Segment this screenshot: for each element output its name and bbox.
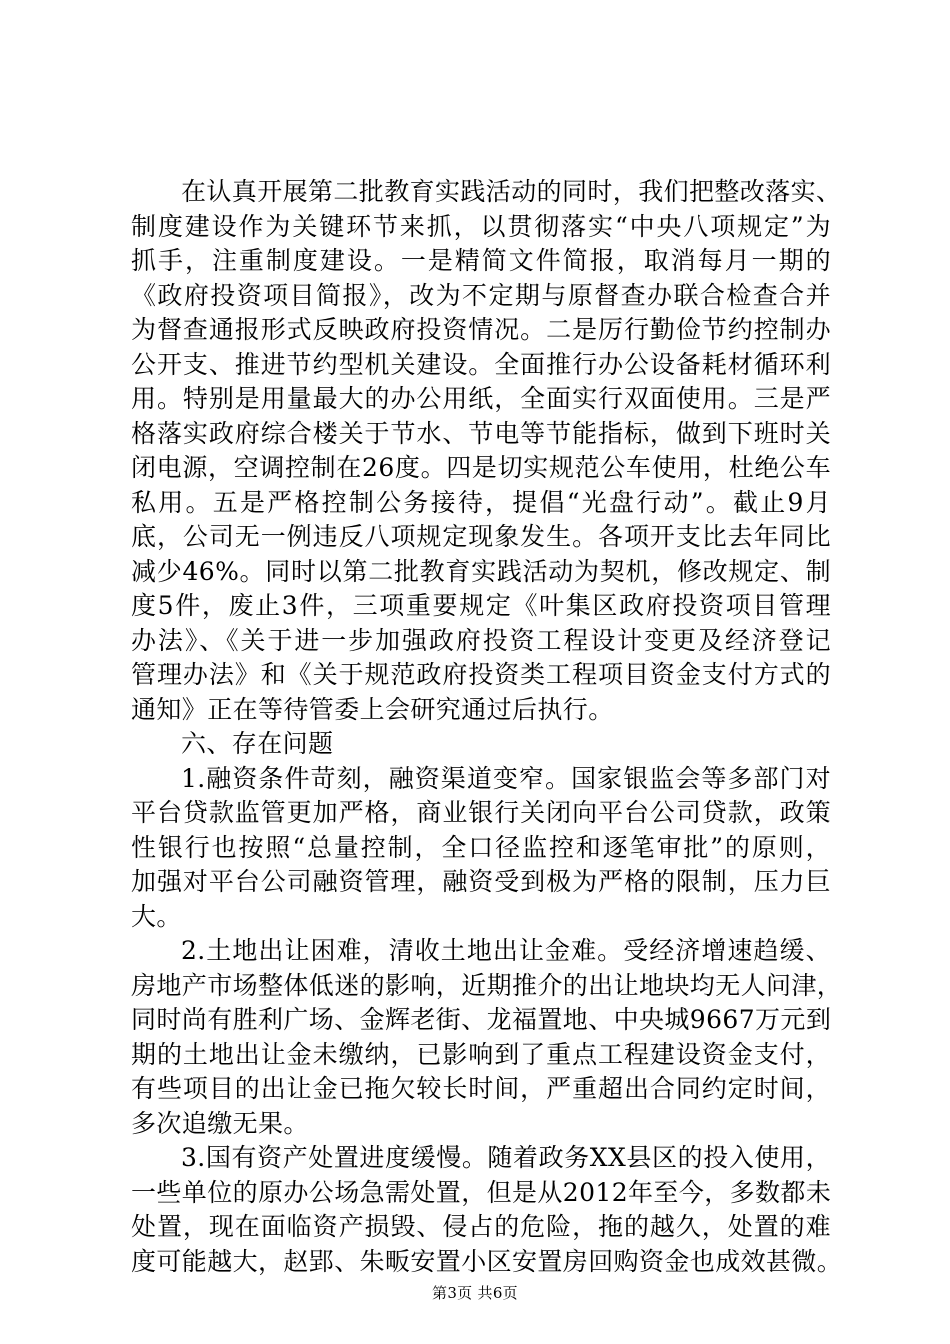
- text-line: 一些单位的原办公场急需处置，但是从2012年至今，多数都未: [131, 1177, 832, 1207]
- text-line: 用。特别是用量最大的办公用纸，全面实行双面使用。三是严: [131, 384, 831, 413]
- text-line: 性银行也按照“总量控制，全口径监控和逐笔审批”的原则，: [131, 832, 831, 862]
- text-line: 格落实政府综合楼关于节水、节电等节能指标，做到下班时关: [131, 418, 831, 448]
- text-line: 制度建设作为关键环节来抓，以贯彻落实“中央八项规定”为: [131, 211, 831, 241]
- text-line: 1.融资条件苛刻，融资渠道变窄。国家银监会等多部门对: [181, 763, 831, 793]
- text-line: 《政府投资项目简报》，改为不定期与原督查办联合检查合并: [131, 280, 831, 310]
- text-line: 度5件，废止3件，三项重要规定《叶集区政府投资项目管理: [131, 591, 831, 620]
- text-line: 减少46%。同时以第二批教育实践活动为契机，修改规定、制: [131, 556, 831, 586]
- text-line: 2.土地出让困难，清收土地出让金难。受经济增速趋缓、: [181, 936, 831, 965]
- text-line: 公开支、推进节约型机关建设。全面推行办公设备耗材循环利: [131, 349, 831, 379]
- text-line: 办法》、《关于进一步加强政府投资工程设计变更及经济登记: [131, 625, 831, 655]
- text-line: 同时尚有胜利广场、金辉老街、龙福置地、中央城9667万元到: [131, 1005, 832, 1034]
- text-line: 平台贷款监管更加严格，商业银行关闭向平台公司贷款，政策: [131, 798, 831, 827]
- text-line: 加强对平台公司融资管理，融资受到极为严格的限制，压力巨: [131, 867, 831, 896]
- text-line: 房地产市场整体低迷的影响，近期推介的出让地块均无人问津，: [131, 970, 843, 1000]
- text-line: 管理办法》和《关于规范政府投资类工程项目资金支付方式的: [131, 660, 831, 689]
- text-line: 3.国有资产处置进度缓慢。随着政务XX县区的投入使用，: [181, 1143, 831, 1172]
- text-line: 私用。五是严格控制公务接待，提倡“光盘行动”。截止9月: [131, 487, 831, 517]
- text-line: 在认真开展第二批教育实践活动的同时，我们把整改落实、: [181, 177, 842, 206]
- text-line: 有些项目的出让金已拖欠较长时间，严重超出合同约定时间，: [131, 1074, 831, 1103]
- text-line: 底，公司无一例违反八项规定现象发生。各项开支比去年同比: [131, 522, 831, 551]
- text-line: 处置，现在面临资产损毁、侵占的危险，拖的越久，处置的难: [131, 1212, 831, 1241]
- document-body: [131, 175, 843, 1279]
- page-footer: 第3页 共6页: [432, 1284, 518, 1302]
- text-line: 抓手，注重制度建设。一是精简文件简报，取消每月一期的: [131, 246, 831, 275]
- text-line: 通知》正在等待管委上会研究通过后执行。: [131, 694, 614, 724]
- text-line: 为督查通报形式反映政府投资情况。二是厉行勤俭节约控制办: [131, 315, 831, 344]
- text-line: 大。: [131, 901, 182, 931]
- text-line: 多次追缴无果。: [131, 1108, 309, 1138]
- text-line: 期的土地出让金未缴纳，已影响到了重点工程建设资金支付，: [131, 1039, 831, 1069]
- text-line: 闭电源，空调控制在26度。四是切实规范公车使用，杜绝公车: [131, 453, 831, 482]
- text-line: 六、存在问题: [181, 729, 334, 758]
- text-line: 度可能越大，赵郢、朱畈安置小区安置房回购资金也成效甚微。: [131, 1246, 843, 1276]
